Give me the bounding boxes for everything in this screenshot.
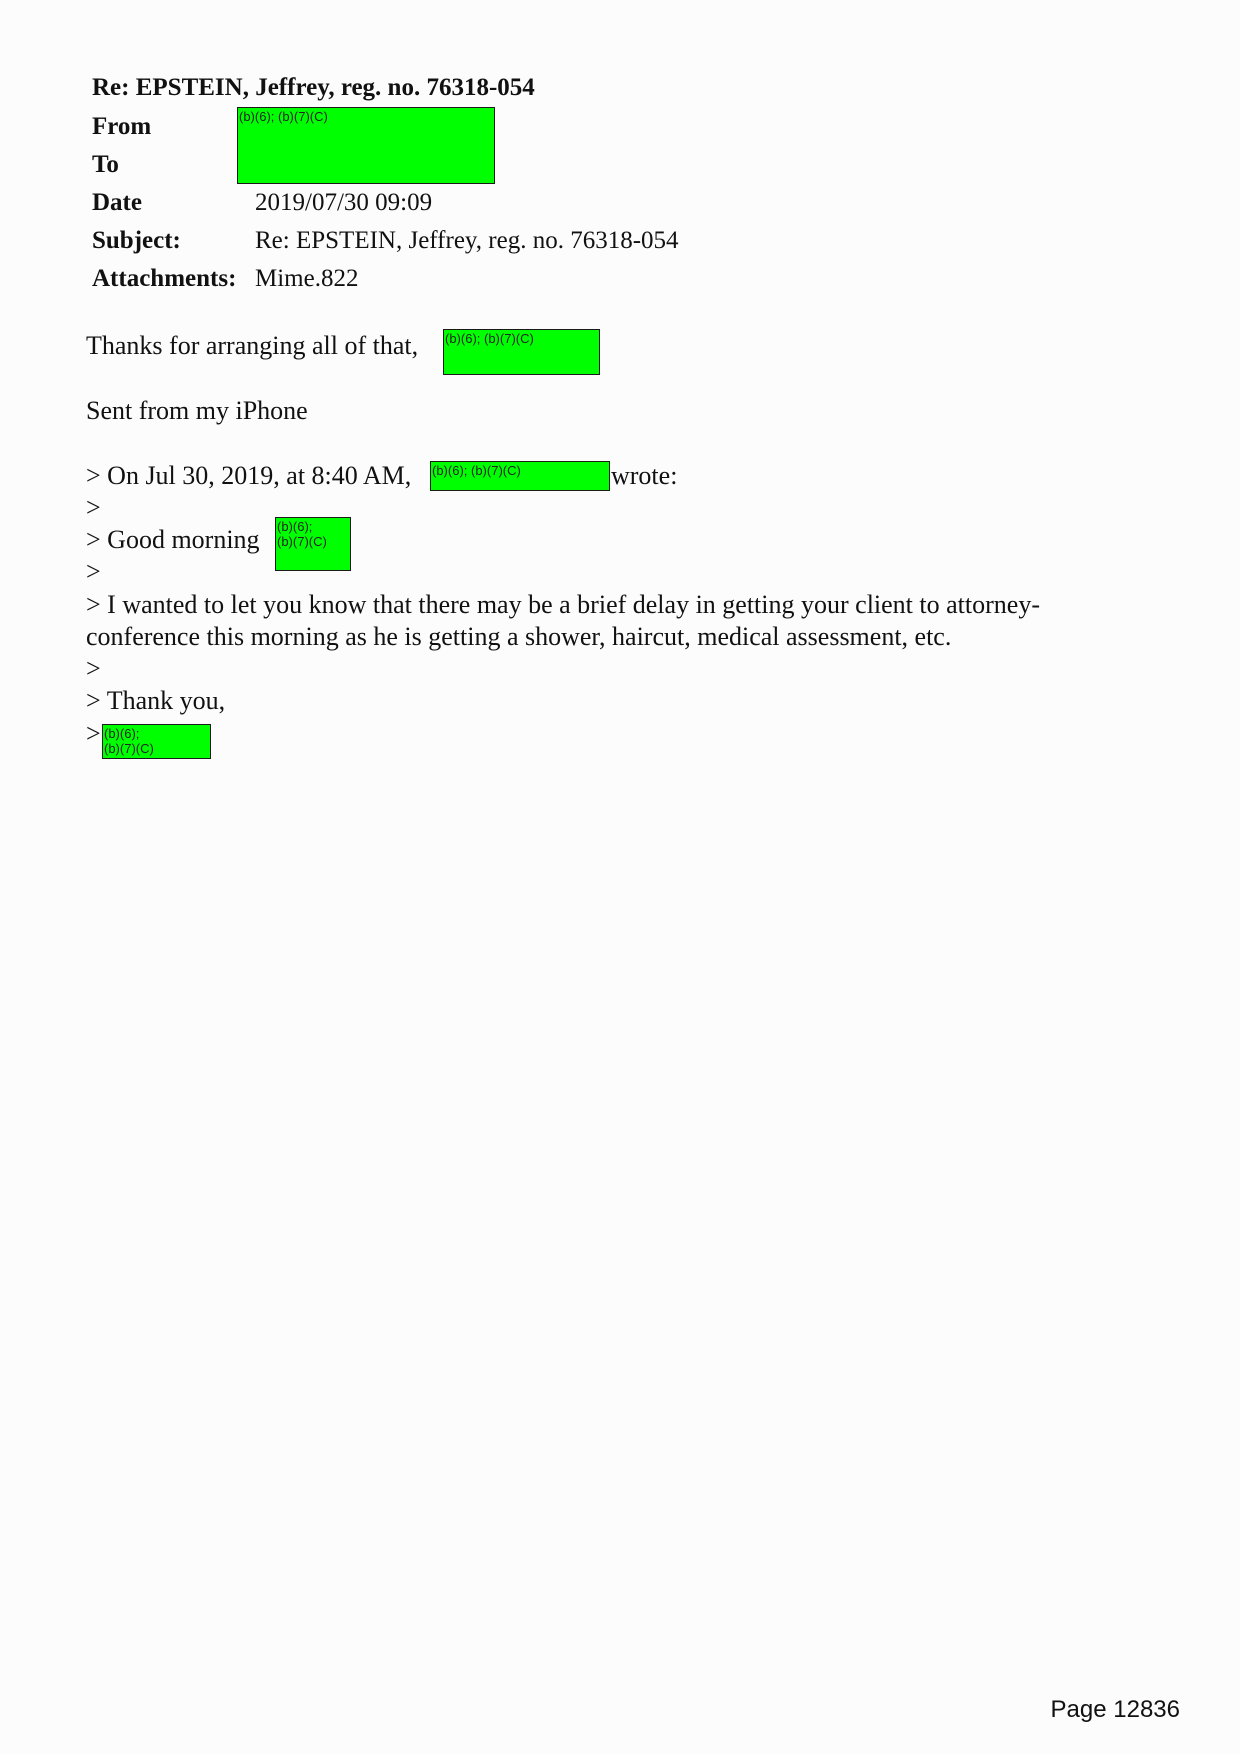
message-line-1: > I wanted to let you know that there may be a brief delay in getting your client to attorney-: [86, 590, 1040, 619]
page-number: Page 12836: [1050, 1696, 1180, 1723]
quote-intro-line: > On Jul 30, 2019, at 8:40 AM,: [86, 461, 412, 490]
redaction-thanks: (b)(6); (b)(7)(C): [443, 329, 600, 375]
date-label: Date: [92, 189, 142, 216]
subject-row: [92, 227, 679, 255]
from-label: From: [92, 113, 152, 140]
quote-blank-2: >: [86, 557, 101, 586]
quote-blank-1: >: [86, 493, 101, 522]
attachments-value: Mime.822: [255, 265, 359, 292]
quote-blank-3: >: [86, 654, 101, 683]
quote-intro-end: wrote:: [611, 461, 678, 490]
date-row: [92, 189, 433, 217]
date-value: 2019/07/30 09:09: [255, 189, 433, 216]
redaction-wrote: (b)(6); (b)(7)(C): [430, 461, 610, 491]
subject-label: Subject:: [92, 227, 181, 254]
thanks-line: Thanks for arranging all of that,: [86, 331, 419, 360]
redaction-signature: (b)(6); (b)(7)(C): [102, 724, 211, 759]
signature-marker: >: [86, 719, 101, 748]
thank-you-line: > Thank you,: [86, 686, 226, 715]
to-row: [92, 151, 119, 179]
email-title: Re: EPSTEIN, Jeffrey, reg. no. 76318-054: [92, 74, 535, 101]
to-label: To: [92, 151, 119, 178]
sent-from-line: Sent from my iPhone: [86, 396, 308, 425]
message-line-2: conference this morning as he is getting a shower, haircut, medical assessment, etc.: [86, 622, 952, 651]
subject-value: Re: EPSTEIN, Jeffrey, reg. no. 76318-054: [255, 227, 679, 254]
redaction-from-to: (b)(6); (b)(7)(C): [237, 107, 495, 184]
redaction-morning: (b)(6); (b)(7)(C): [275, 517, 351, 571]
good-morning-line: > Good morning: [86, 525, 260, 554]
attachments-label: Attachments:: [92, 265, 237, 292]
attachments-row: [92, 265, 359, 293]
from-row: [92, 113, 151, 141]
